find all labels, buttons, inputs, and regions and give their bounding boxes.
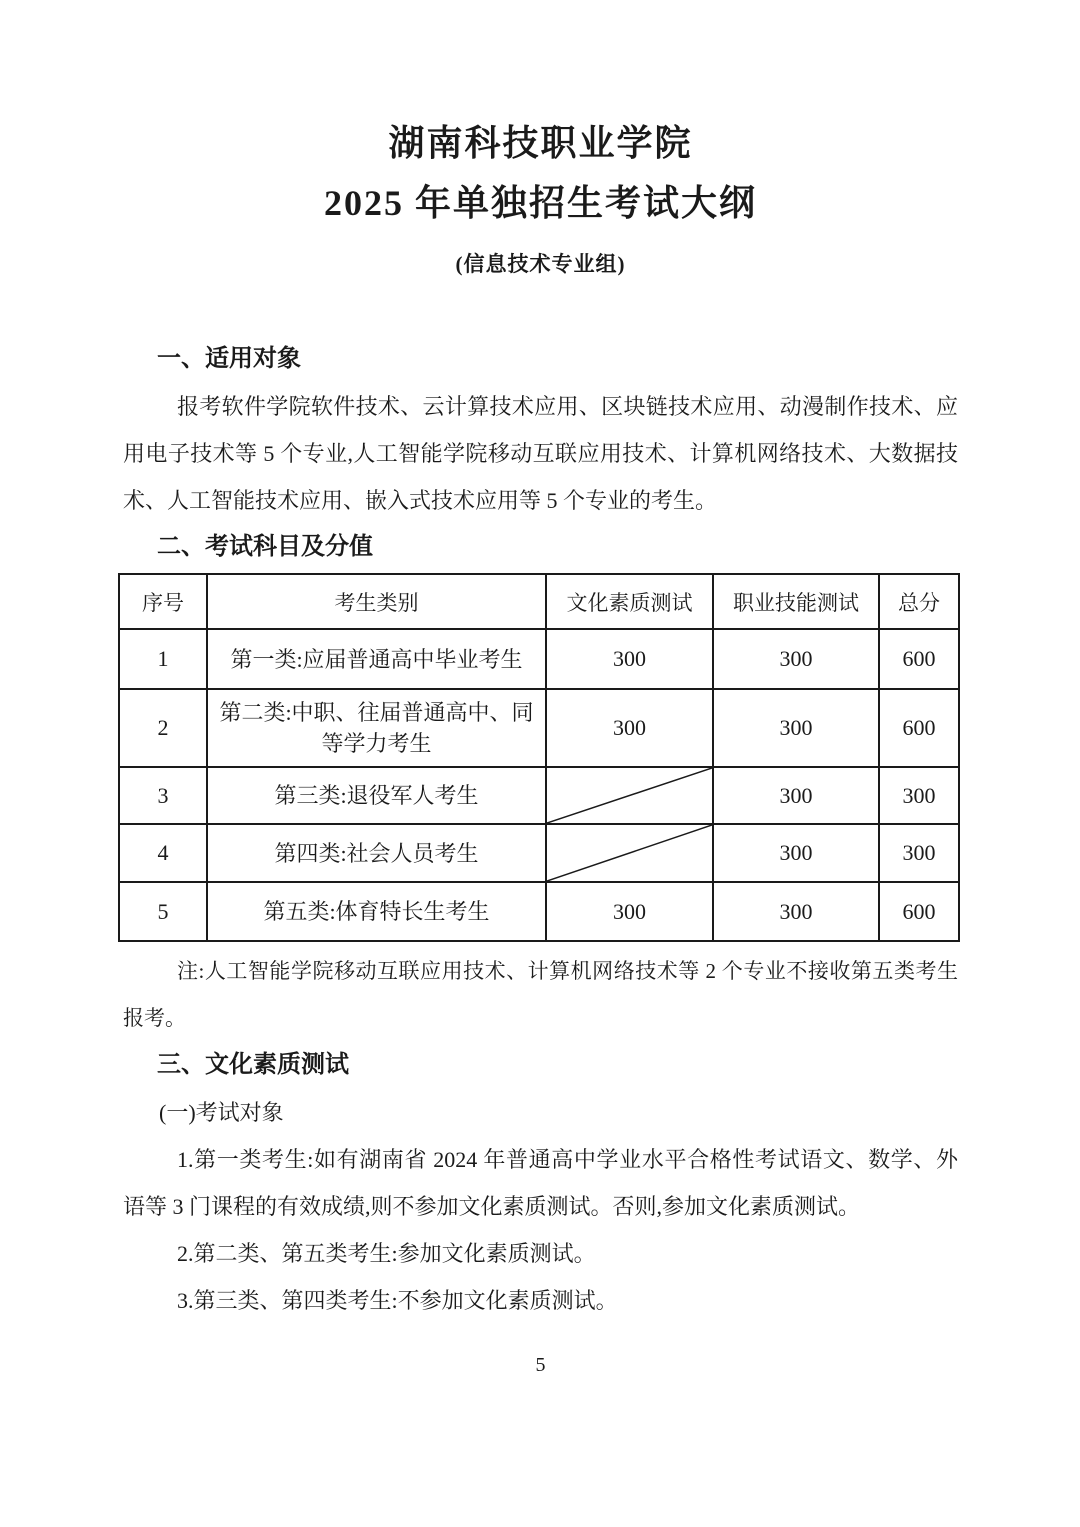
table-row <box>119 882 959 941</box>
cell-index: 3 <box>119 767 207 824</box>
document-title-line2: 2025 年单独招生考试大纲 <box>323 183 757 223</box>
col-header-index: 序号 <box>119 574 207 629</box>
cell-index: 4 <box>119 824 207 882</box>
cell-culture: 300 <box>546 882 713 941</box>
table-header-row <box>119 574 959 629</box>
document-subtitle: (信息技术专业组) <box>455 252 626 276</box>
table-row <box>119 629 959 689</box>
cell-index: 1 <box>119 629 207 689</box>
section3-heading: 三、文化素质测试 <box>157 1052 349 1078</box>
cell-category: 第二类:中职、往届普通高中、同等学力考生 <box>207 689 546 767</box>
cell-total: 600 <box>879 629 959 689</box>
cell-category: 第五类:体育特长生考生 <box>207 882 546 941</box>
cell-total: 600 <box>879 882 959 941</box>
diagonal-slash-icon <box>547 825 712 881</box>
col-header-category: 考生类别 <box>207 574 546 629</box>
cell-total: 600 <box>879 689 959 767</box>
table-row <box>119 824 959 882</box>
cell-category: 第一类:应届普通高中毕业考生 <box>207 629 546 689</box>
cell-total: 300 <box>879 767 959 824</box>
table-row <box>119 689 959 767</box>
col-header-skill: 职业技能测试 <box>713 574 879 629</box>
diagonal-slash-icon <box>547 768 712 823</box>
document-title-line1: 湖南科技职业学院 <box>388 123 693 163</box>
cell-culture-empty <box>546 824 713 882</box>
section3-item3: 3.第三类、第四类考生:不参加文化素质测试。 <box>177 1288 618 1313</box>
section1-heading: 一、适用对象 <box>157 346 301 372</box>
section2-heading: 二、考试科目及分值 <box>157 534 373 560</box>
section3-item2: 2.第二类、第五类考生:参加文化素质测试。 <box>177 1241 596 1266</box>
cell-culture-empty <box>546 767 713 824</box>
cell-total: 300 <box>879 824 959 882</box>
col-header-culture: 文化素质测试 <box>546 574 713 629</box>
cell-index: 2 <box>119 689 207 767</box>
col-header-total: 总分 <box>879 574 959 629</box>
table-row <box>119 767 959 824</box>
cell-culture: 300 <box>546 689 713 767</box>
section3-item1: 1.第一类考生:如有湖南省 2024 年普通高中学业水平合格性考试语文、数学、外语等 3 门课程的有效成绩,则不参加文化素质测试。否则,参加文化素质测试。 <box>123 1147 958 1219</box>
cell-category: 第四类:社会人员考生 <box>207 824 546 882</box>
cell-index: 5 <box>119 882 207 941</box>
cell-skill: 300 <box>713 689 879 767</box>
section3-subheading: (一)考试对象 <box>159 1100 284 1125</box>
cell-skill: 300 <box>713 824 879 882</box>
table-note: 注:人工智能学院移动互联应用技术、计算机网络技术等 2 个专业不接收第五类考生报考。 <box>123 959 958 1030</box>
cell-skill: 300 <box>713 629 879 689</box>
cell-category: 第三类:退役军人考生 <box>207 767 546 824</box>
section1-paragraph: 报考软件学院软件技术、云计算技术应用、区块链技术应用、动漫制作技术、应用电子技术等 5 个专业,人工智能学院移动互联应用技术、计算机网络技术、大数据技术、人工智能技术应用、嵌入式技术应用等 5 个专业的考生。 <box>123 394 958 513</box>
cell-culture: 300 <box>546 629 713 689</box>
cell-skill: 300 <box>713 767 879 824</box>
page-number: 5 <box>535 1354 546 1376</box>
cell-skill: 300 <box>713 882 879 941</box>
exam-score-table <box>118 573 960 942</box>
